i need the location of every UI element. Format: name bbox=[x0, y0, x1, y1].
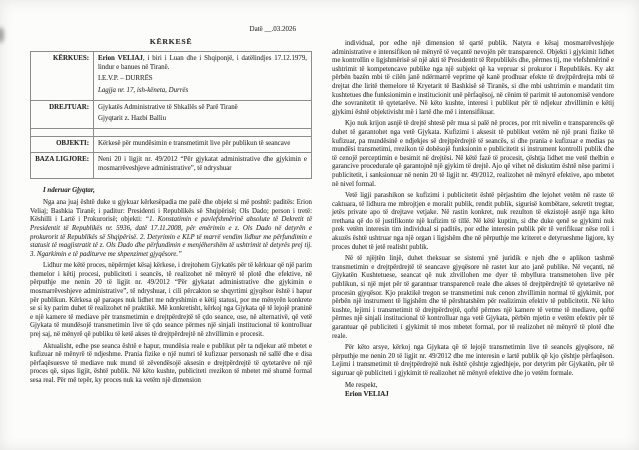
paragraph-transparency-level: Kjo nuk krijon asnjë të drejtë shtesë për mua si palë në proces, por rrit nivelin e transparencës që duhet të garantohet nga vetë Gjykata. Kufizimi i aksesit të publikut vetëm në një prani fizike të kufizuar, pa mundësinë e ndjekjes së drejtpërdrejtë të seancës, si dhe prania e kufizuar e medias pa mundësi transmetimi, rrezikon të dobësojë funksionin e publicitetit si instrument kontrolli publik dhe të cenojë perceptimin e besimit në drejtësi. Në këtë fazë të procesit, çështja lidhet me vetë thelbin e garancive procedurale që garantojnë një gjykim të drejtë. Ajo që vihet në diskutim është nëse parimi i publicitetit, i sanksionuar në nenin 20 të ligjit nr. 49/2012, realizohet në mënyrë efektive, apo mbetet në nivel formal. bbox=[332, 120, 614, 188]
addressee-judge: Gjyqtarit z. Hazbi Balliu bbox=[98, 115, 167, 123]
requester-label: KËRKUES: bbox=[31, 52, 94, 100]
addressee-row bbox=[31, 100, 312, 128]
paragraph-case-description bbox=[30, 199, 312, 259]
requester-value bbox=[94, 52, 312, 100]
header-table bbox=[30, 51, 312, 178]
legal-basis-value: Neni 20 i ligjit nr. 49/2012 “Për gjykatat administrative dhe gjykimin e mosmarrëveshjeve administrative”, të ndryshuar bbox=[94, 153, 312, 178]
right-column bbox=[332, 40, 614, 403]
closing-salutation: Me respekt, bbox=[345, 381, 378, 389]
page-title: KËRKESË bbox=[149, 36, 193, 46]
paragraph-conclusion: Për këto arsye, kërkoj nga Gjykata që të lejojë transmetimin live të seancës gjyqësore, në përputhje me nenin 20 të ligjit nr. 49/2012 dhe me interesin e lartë publik që kjo çështje përfaqëson. Lejimi i transmetimit të drejtpërdrejtë nuk është çështje zgjedhjeje, por detyrim për Gjykatën, për të siguruar që publiciteti i gjykimit të realizohet në mënyrë efektive dhe jo vetëm formale. bbox=[332, 344, 614, 377]
paragraph-constitutional-court-practice: Në të njëjtën linjë, duhet theksuar se sistemi ynë juridik e njeh dhe e aplikon tashmë transmetimin e drejtpërdrejtë të seancave gjyqësore në rastet kur ato janë publike. Në veçanti, në Gjykatën Kushtetuese, seancat që nuk zhvillohen me dyer të mbyllura transmetohen live për publikun, si një mjet për të garantuar transparencë reale dhe akses të drejtpërdrejtë të qytetarëve në procesin gjyqësor. Kjo praktikë tregon se transmetimi nuk cenon zhvillimin normal të gjykimit, por përbën një instrument të ligjshëm dhe të përshtatshëm për realizimin efektiv të publicitetit. Në këto kushte, lejimi i transmetimit të drejtpërdrejtë, qoftë përmes një kamere të vetme të mediave, qoftë përmes një sinjali institucional të kontrolluar nga vetë Gjykata, përbën mjetin e vetëm efektiv për të garantuar që publiciteti i gjykimit të mos mbetet formal, por të realizohet në mënyrë të plotë dhe reale. bbox=[332, 255, 614, 340]
case-parties-text: Nga ana juaj është duke u gjykuar kërkesëpadia me palë dhe objekt si më poshtë: paditës: Erion Veliaj; Bashkia Tiranë; i paditur: Presidenti i Republikës së Shqipërisë; Ols Dado; person i tretë: Këshilli i Lartë i Prokurorisë; objekti: bbox=[30, 199, 312, 224]
paragraph-legal-exceptions: Vetë ligji parashikon se kufizimi i publicitetit është përjashtim dhe lejohet vetëm në raste të caktuara, të lidhura me mbrojtjen e moralit publik, rendit publik, sigurisë kombëtare, sekretit tregtar, jetës private apo të drejtave vetjake. Në rastin konkret, nuk rezulton të ekzistojë asnjë nga këto rrethana që do të justifikonte një kufizim të tillë. Në këtë kuptim, si dhe duke qenë se gjykimi nuk prek vetëm interesin tim individual si paditës, por edhe interesin publik për të verifikuar nëse roli i akuzës është ushtruar nga një organ i ligjshëm dhe në përputhje me kriteret e detyrueshme ligjore, ky proces duhet të jetë realisht publik. bbox=[332, 192, 614, 251]
case-object-quote: “1. Konstatimin e pavlefshmërinë absolute të Dekretit të Presidentit të Republikës nr. 5936, datë 17.11.2008, për emërimin e z. Ols Dado në detyrën e prokurorit të Republikës së Shqipërisë. 2. Detyrimin e KLP të marrë vendim lidhur me përfundimin e statusit të magjistratit të z. Ols Dado dhe përfundimin e menjëhershëm të ushtrimit të detyrës prej tij. 3. Ngarkimin e të paditurve me shpenzimet gjyqësore.” bbox=[30, 216, 313, 258]
legal-basis-row bbox=[31, 153, 312, 178]
requester-row bbox=[31, 52, 312, 100]
addressee-court: Gjykatës Administrative të Shkallës së Parë Tiranë bbox=[98, 103, 238, 111]
object-value: Kërkesë për mundësimin e transmetimit live për publikun të seancave bbox=[94, 136, 312, 153]
paragraph-current-access: Aktualisht, edhe pse seanca është e hapur, mundësia reale e publikut për ta ndjekur atë mbetet e kufizuar në mënyrë të ndjeshme. Prania fizike e një numri të kufizuar personash në sallë dhe e disa përfaqësuesve të mediave nuk mund të zëvendësojë aksesin e drejtpërdrejtë të qytetarëve në një proces që, sipas ligjit, është publik. Në këto kushte, publiciteti rrezikon të mbetet më shumë formal sesa real. Për më tepër, ky proces nuk ka vetëm një dimension bbox=[30, 342, 312, 384]
paragraph-public-dimension: individual, por edhe një dimension të qartë publik. Natyra e kësaj mosmarrëveshjeje administrative e intensifikon në mënyrë të veçantë nevojën për transparencë. Objekti i gjykimit lidhet me kontrollin e ligjshmërisë së një akti të Presidentit të Republikës dhe, përmes tij, me vlefshmërinë e ushtrimit të kompetencave publike nga një subjekt që ka vepruar si prokuror i Republikës. Ky akt përbën bazën mbi të cilën janë ndërmarrë veprime që kanë prodhuar efekte të drejtpërdrejta mbi të drejtat dhe liritë themelore të Kryetarit të Bashkisë së Tiranës, si dhe mbi ushtrimin e mandatit tim kushtetues dhe funksionimin e institucionit unë përfaqësoj, në cënim të parimit të autonomisë vendore dhe sovranitetit të qytetarëve. Në këto kushte, interesi i publikut për të ndjekur zhvillimin e këtij gjykimi është objektivisht më i lartë dhe më i intensifikuar. bbox=[332, 40, 614, 116]
paragraph-publicity-request: Lidhur me këtë proces, nëpërmjet kësaj kërkese, i drejtohem Gjykatës për të kërkuar që një parim themelor i këtij procesi, publiciteti i seancës, të realizohet në mënyrë të plotë dhe efektive, në përputhje me nenin 20 të ligjit nr. 49/2012 “Për gjykatat administrative dhe gjykimin e mosmarrëveshjeve administrative”, të ndryshuar, i cili përcakton se shqyrtimi gjyqësor është i hapur për publikun. Kërkesa që paraqes nuk lidhet me ndryshimin e këtij statusi, por me mënyrën konkrete se si ky parim duhet të realizohet në praktikë. Më konkretisht, kërkoj nga Gjykata që të lejojë praninë e një kamere të mediave për transmetimin e drejtpërdrejtë të çdo seance, ose, në alternativë, që vetë Gjykata të mundësojë transmetimin live të çdo seance përmes një sinjali institucional të kontrolluar prej saj, në mënyrë që publiku të ketë akses të drejtpërdrejtë në zhvillimin e procesit. bbox=[30, 262, 312, 339]
addressee-value bbox=[94, 100, 312, 128]
greeting: I nderuar Gjyqtar, bbox=[43, 186, 95, 194]
requester-details: , i biri i Luan dhe i Shqiponjë, i datëlindjes 17.12.1979, lindur e banues në Tiranë. bbox=[98, 55, 307, 71]
requester-identity bbox=[98, 55, 307, 72]
spacer-row bbox=[31, 128, 312, 136]
object-label: OBJEKTI: bbox=[31, 136, 94, 153]
scan-artifact bbox=[0, 27, 4, 43]
signature-name: Erion VELIAJ bbox=[345, 391, 389, 399]
requester-institution: I.E.V.P. – DURRËS bbox=[98, 75, 153, 83]
object-row bbox=[31, 136, 312, 153]
date-line: Datë __.03.2026 bbox=[249, 25, 296, 33]
legal-basis-label: BAZA LIGJORE: bbox=[31, 153, 94, 178]
left-column bbox=[30, 25, 312, 389]
requester-address: Lagjja nr. 17, ish-këneta, Durrës bbox=[98, 86, 189, 94]
addressee-label: DREJTUAR: bbox=[31, 100, 94, 128]
requester-name: Erion VELIAJ bbox=[98, 55, 143, 63]
